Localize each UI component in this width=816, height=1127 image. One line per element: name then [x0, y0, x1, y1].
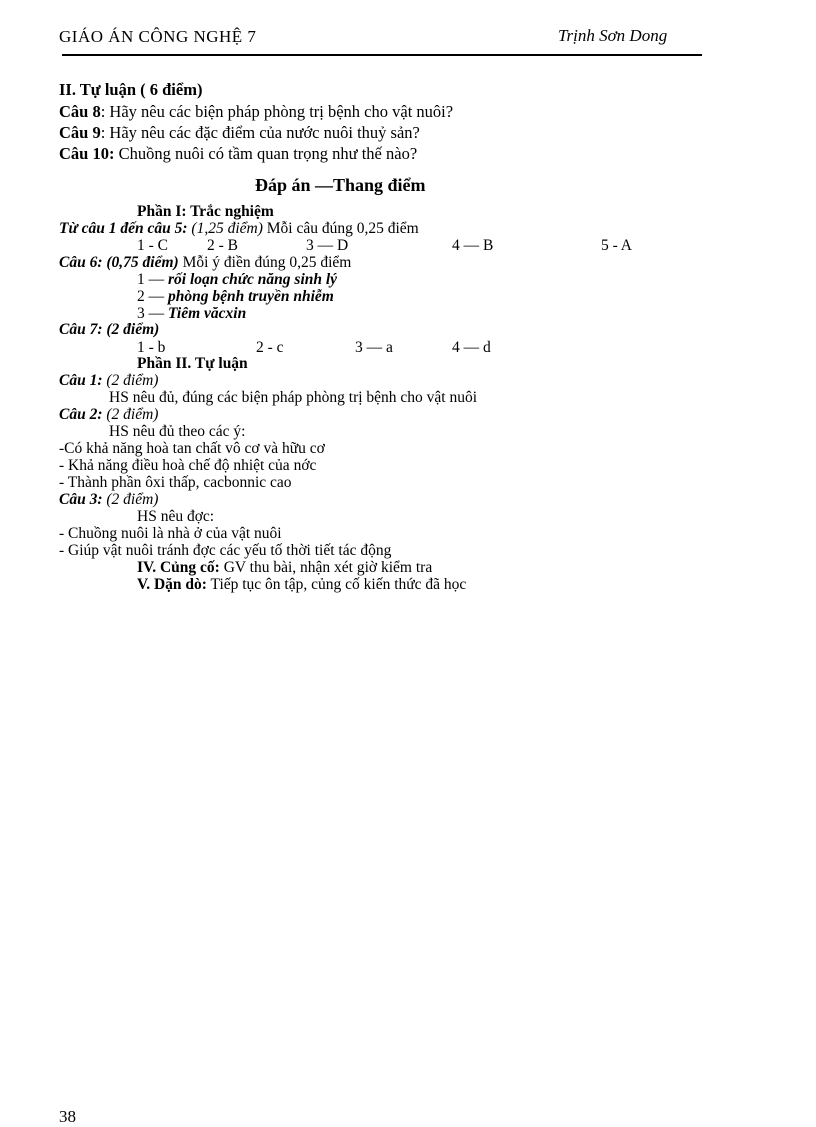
part2-c2-point-3: - Thành phần ôxi thấp, cacbonnic cao — [59, 474, 292, 491]
answer-5: 5 - A — [601, 237, 632, 254]
part2-c2-point-2: - Khả năng điều hoà chế độ nhiệt của nớc — [59, 457, 317, 474]
answer-1: 1 - C — [137, 237, 168, 254]
section4-line: IV. Củng cố: GV thu bài, nhận xét giờ kiểm tra — [137, 559, 433, 576]
section5-line: V. Dặn dò: Tiếp tục ôn tập, củng cố kiến thức đã học — [137, 576, 467, 593]
part2-c2-heading: Câu 2: (2 điểm) — [59, 406, 159, 423]
q6-item-2: 2 — phòng bệnh truyền nhiễm — [137, 288, 334, 305]
part2-c3-heading: Câu 3: (2 điểm) — [59, 491, 159, 508]
q7-answer-3: 3 — a — [355, 339, 393, 356]
answer-3: 3 — D — [306, 237, 349, 254]
question-8: Câu 8: Hãy nêu các biện pháp phòng trị bệnh cho vật nuôi? — [59, 102, 454, 121]
header-rule — [62, 54, 702, 56]
part1-heading: Phần I: Trắc nghiệm — [137, 203, 274, 220]
part2-c2-point-1: -Có khả năng hoà tan chất vô cơ và hữu cơ — [59, 440, 325, 457]
q1-5-line: Từ câu 1 đến câu 5: (1,25 điểm) Mỗi câu đúng 0,25 điểm — [59, 220, 419, 237]
answer-2: 2 - B — [207, 237, 238, 254]
q6-item-1: 1 — rối loạn chức năng sinh lý — [137, 271, 338, 288]
section2-heading: II. Tự luận ( 6 điểm) — [59, 80, 203, 99]
q7-answer-1: 1 - b — [137, 339, 166, 356]
part2-c3-point-2: - Giúp vật nuôi tránh đợc các yếu tố thời tiết tác động — [59, 542, 392, 559]
part2-heading: Phần II. Tự luận — [137, 355, 248, 372]
answer-4: 4 — B — [452, 237, 494, 254]
part2-c2-intro: HS nêu đủ theo các ý: — [109, 423, 246, 440]
q6-line: Câu 6: (0,75 điểm) Mỗi ý điền đúng 0,25 điểm — [59, 254, 352, 271]
q6-item-3: 3 — Tiêm văcxin — [137, 305, 247, 322]
q7-answer-4: 4 — d — [452, 339, 491, 356]
part2-c1-text: HS nêu đủ, đúng các biện pháp phòng trị bệnh cho vật nuôi — [109, 389, 478, 406]
question-10: Câu 10: Chuồng nuôi có tầm quan trọng như thế nào? — [59, 144, 418, 163]
answer-title: Đáp án —Thang điểm — [255, 175, 426, 195]
part2-c1-heading: Câu 1: (2 điểm) — [59, 372, 159, 389]
q7-answer-2: 2 - c — [256, 339, 284, 356]
part2-c3-point-1: - Chuồng nuôi là nhà ở của vật nuôi — [59, 525, 282, 542]
page-number: 38 — [59, 1107, 76, 1126]
q7-line: Câu 7: (2 điểm) — [59, 321, 160, 338]
part2-c3-intro: HS nêu đợc: — [137, 508, 215, 525]
header-left-title: GIÁO ÁN CÔNG NGHỆ 7 — [59, 27, 257, 46]
header-author: Trịnh Sơn Dong — [558, 26, 668, 45]
question-9: Câu 9: Hãy nêu các đặc điểm của nước nuôi thuỷ sản? — [59, 123, 420, 142]
